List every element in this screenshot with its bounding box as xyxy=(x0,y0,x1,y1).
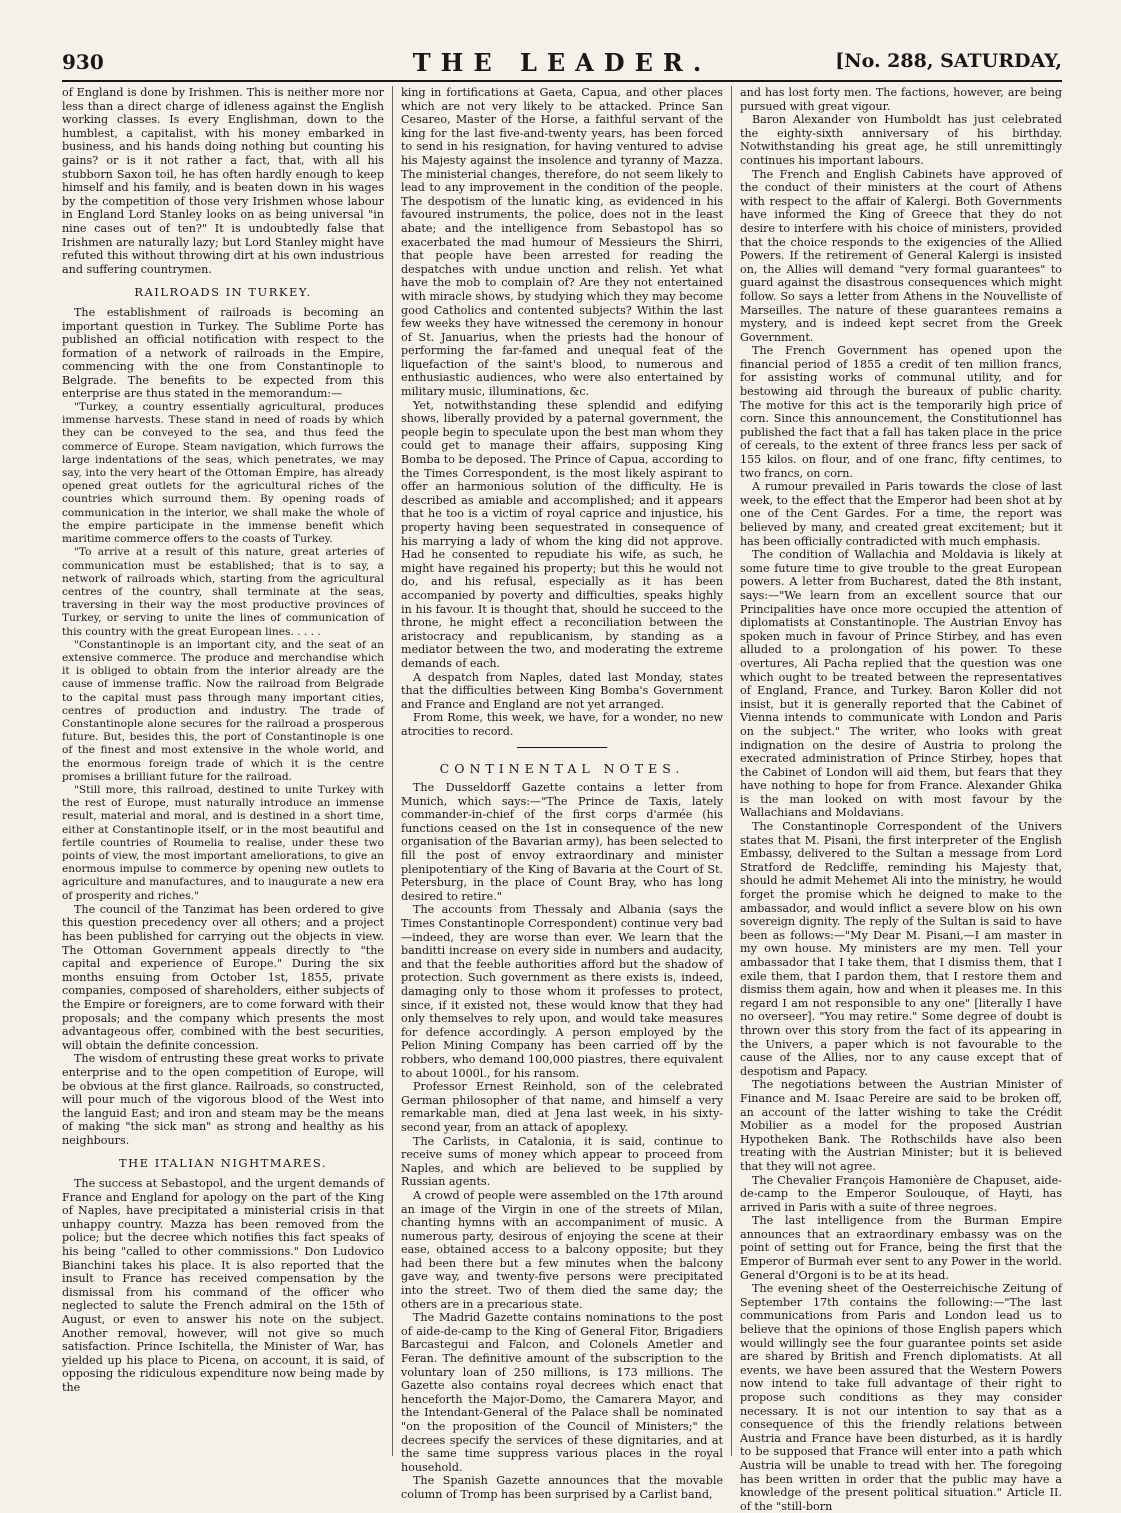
paragraph: The Constantinople Correspondent of the Univers states that M. Pisani, the first interpreter of the English Embassy, delivered to the Sultan a message from Lord Stratford de Redcliffe, reminding his Majesty that, should he admit Mehemet Ali into the ministry, he would forget the promise which he deigned to make to the ambassador, and would inflict a severe blow on his own sovereign dignity. The reply of the Sultan is said to have been as follows:—"My Dear M. Pisani,—I am master in my own house. My ministers are my men. Tell your ambassador that I take them, that I dismiss them, that I exile them, that I pardon them, that I restore them and dismiss them again, how and when it pleases me. In this regard I am not responsible to any one" [literally I have no overseer]. "You may retire." Some degree of doubt is thrown over this story from the fact of its appearing in the Univers, a paper which is not favourable to the cause of the Allies, nor to any cause except that of despotism and Papacy. xyxy=(740,820,1062,1078)
paragraph: Yet, notwithstanding these splendid and edifying shows, liberally provided by a paternal government, the people begin to speculate upon the best man whom they could get to manage their affairs, supposing King Bomba to be deposed. The Prince of Capua, according to the Times Correspondent, is the most likely aspirant to offer an harmonious solution of the difficulty. He is described as amiable and accomplished; and it appears that he too is a victim of royal caprice and injustice, his property having been sequestrated in consequence of his marrying a lady of whom the king did not approve. Had he consented to repudiate his wife, as such, he might have regained his property; but this he would not do, and his refusal, especially as it has been accompanied by poverty and difficulties, speaks highly in his favour. It is thought that, should he succeed to the throne, he might effect a reconciliation between the aristocracy and republicanism, by standing as a mediator between the two, and moderating the extreme demands of each. xyxy=(401,398,723,670)
section-divider xyxy=(517,747,607,748)
paragraph: Baron Alexander von Humboldt has just celebrated the eighty-sixth anniversary of his birthday. Notwithstanding his great age, he still unremittingly continues his important labours. xyxy=(740,113,1062,167)
paragraph: The accounts from Thessaly and Albania (says the Times Constantinople Correspondent) continue very bad —indeed, they are worse than ever. We learn that the banditti increase on every side in numbers and audacity, and that the feeble authorities afford but the shadow of protection. Such government as there exists is, indeed, damaging only to those whom it professes to protect, since, if it existed not, these would know that they had only themselves to rely upon, and would take measures for defence accordingly. A person employed by the Pelion Mining Company has been carried off by the robbers, who demand 100,000 piastres, there equivalent to about 1000l., for his ransom. xyxy=(401,903,723,1080)
paragraph: The Madrid Gazette contains nominations to the post of aide-de-camp to the King of General Fitor, Brigadiers Barcastegui and Falcon, and Colonels Ametler and Feran. The definitive amount of the subscription to the voluntary loan of 250 millions, is 173 millions. The Gazette also contains royal decrees which enact that henceforth the Major-Domo, the Camarera Mayor, and the Intendant-General of the Palace shall be nominated "on the proposition of the Council of Ministers;" the decrees specify the services of these dignitaries, and at the same time suppress various places in the royal household. xyxy=(401,1311,723,1474)
section-heading-railroads: RAILROADS IN TURKEY. xyxy=(134,285,312,300)
column-rule xyxy=(731,86,732,1456)
paragraph: The French and English Cabinets have approved of the conduct of their ministers at the court of Athens with respect to the affair of Kalergi. Both Governments have informed the King of Greece that they do not desire to interfere with his choice of ministers, provided that the choice responds to the exigencies of the Allied Powers. If the retirement of General Kalergi is insisted on, the Allies will demand "very formal guarantees" to guard against the disastrous consequences which might follow. So says a letter from Athens in the Nouvelliste of Marseilles. The nature of these guarantees remains a mystery, and is indeed kept secret from the Greek Government. xyxy=(740,167,1062,344)
paragraph: The Chevalier François Hamonière de Chapuset, aide-de-camp to the Emperor Soulouque, of Hayti, has arrived in Paris with a suite of three negroes. xyxy=(740,1173,1062,1214)
paragraph: The last intelligence from the Burman Empire announces that an extraordinary embassy was on the point of setting out for France, being the first that the Emperor of Burmah ever sent to any Power in the world. General d'Orgoni is to be at its head. xyxy=(740,1214,1062,1282)
paragraph: A crowd of people were assembled on the 17th around an image of the Virgin in one of the streets of Milan, chanting hymns with an accompaniment of music. A numerous party, desirous of enjoying the scene at their ease, obtained access to a balcony opposite; but they had been there but a few minutes when the balcony gave way, and twenty-five persons were precipitated into the street. Two of them died the same day; the others are in a precarious state. xyxy=(401,1188,723,1311)
paragraph: A despatch from Naples, dated last Monday, states that the difficulties between King Bomba's Government and France and England are not yet arranged. xyxy=(401,670,723,711)
column-2 xyxy=(401,86,723,1501)
paragraph: The council of the Tanzimat has been ordered to give this question precedency over all others; and a project has been published for carrying out the objects in view. The Ottoman Government appeals directly to "the capital and experience of Europe." During the six months ensuing from October 1st, 1855, private companies, composed of shareholders, either subjects of the Empire or foreigners, are to come forward with their proposals; and the company which presents the most advantageous offer, combined with the best securities, will obtain the definite concession. xyxy=(62,902,384,1052)
paragraph: The condition of Wallachia and Moldavia is likely at some future time to give trouble to the great European powers. A letter from Bucharest, dated the 8th instant, says:—"We learn from an excellent source that our Principalities have once more occupied the attention of diplomatists at Constantinople. The Austrian Envoy has spoken much in favour of Prince Stirbey, and has even alluded to a prolongation of his power. To these overtures, Ali Pacha replied that the question was one which ought to be treated between the representatives of England, France, and Turkey. Baron Koller did not insist, but it is generally reported that the Cabinet of Vienna intends to communicate with London and Paris on the subject." The writer, who looks with great indignation on the desire of Austria to prolong the execrated administration of Prince Stirbey, hopes that the Cabinet of London will aid them, but fears that they have nothing to hope for from France. Alexander Ghika is the man looked on with most favour by the Wallachians and Moldavians. xyxy=(740,548,1062,820)
column-rule xyxy=(392,86,393,1456)
paragraph: The evening sheet of the Oesterreichische Zeitung of September 17th contains the following:—"The last communications from Paris and London lead us to believe that the opinions of those English papers which would willingly see the four guarantee points set aside are shared by British and French diplomatists. At all events, we have been assured that the Western Powers now intend to take full advantage of their right to propose such conditions as they may consider necessary. It is not our intention to say that as a consequence of this the friendly relations between Austria and France have been disturbed, as it is hardly to be supposed that France will enter into a path which Austria will be unable to tread with her. The foregoing has been written in order that the public may have a knowledge of the present political situation." Article II. of the "still-born xyxy=(740,1282,1062,1513)
column-1 xyxy=(62,86,384,1456)
paragraph: From Rome, this week, we have, for a wonder, no new atrocities to record. xyxy=(401,711,723,738)
issue-label: [No. 288, SATURDAY, xyxy=(835,50,1062,72)
paragraph: The establishment of railroads is becoming an important question in Turkey. The Sublime Porte has published an official notification with respect to the formation of a network of railroads in the Empire, commencing with the one from Constantinople to Belgrade. The benefits to be expected from this enterprise are thus stated in the memorandum:— xyxy=(62,305,384,401)
masthead xyxy=(62,44,1062,82)
paragraph: and has lost forty men. The factions, however, are being pursued with great vigour. xyxy=(740,86,1062,113)
paragraph: The success at Sebastopol, and the urgent demands of France and England for apology on the part of the King of Naples, have precipitated a ministerial crisis in that unhappy country. Mazza has been removed from the police; but the decree which notifies this fact speaks of his being "called to other commissions." Don Ludovico Bianchini takes his place. It is also reported that the insult to France has received compensation by the dismissal from his command of the officer who neglected to salute the French admiral on the 15th of August, or even to answer his note on the subject. Another removal, however, will not give so much satisfaction. Prince Ischitella, the Minister of War, has yielded up his place to Picena, on account, it is said, of opposing the ridiculous expenditure now being made by the xyxy=(62,1177,384,1394)
section-heading-italian: THE ITALIAN NIGHTMARES. xyxy=(118,1156,328,1171)
quoted-paragraph: "Constantinople is an important city, and the seat of an extensive commerce. The produce and merchandise which it is obliged to obtain from the interior already are the cause of immense traffic. Now the railroad from Belgrade to the capital must pass through many important cities, centres of production and industry. The trade of Constantinople alone secures for the railroad a prosperous future. But, besides this, the port of Constantinople is one of the finest and most extensive in the whole world, and the enormous foreign trade of which it is the centre promises a brilliant future for the railroad. xyxy=(62,638,384,783)
paragraph: A rumour prevailed in Paris towards the close of last week, to the effect that the Emperor had been shot at by one of the Cent Gardes. For a time, the report was believed by many, and created great excitement; but it has been officially contradicted with much emphasis. xyxy=(740,480,1062,548)
quoted-paragraph: "Still more, this railroad, destined to unite Turkey with the rest of Europe, must naturally introduce an immense result, material and moral, and is destined in a short time, either at Constantinople itself, or in the most beautiful and fertile countries of Roumelia to realise, under these two points of view, the most important ameliorations, to give an enormous impulse to commerce by opening new outlets to agriculture and manufactures, and to inaugurate a new era of prosperity and riches." xyxy=(62,783,384,902)
paragraph: king in fortifications at Gaeta, Capua, and other places which are not very likely to be attacked. Prince San Cesareo, Master of the Horse, a faithful servant of the king for the last five-and-twenty years, has been forced to send in his resignation, for having ventured to advise his Majesty against the insolence and tyranny of Mazza. The ministerial changes, therefore, do not seem likely to lead to any improvement in the condition of the people. The despotism of the lunatic king, as evidenced in his favoured instruments, the police, does not in the least abate; and the intelligence from Sebastopol has so exacerbated the mad humour of Messieurs the Shirri, that people have been arrested for reading the despatches with undue unction and relish. Yet what have the mob to complain of? Are they not entertained with miracle shows, by studying which they may become good Catholics and contented subjects? Within the last few weeks they have witnessed the ceremony in honour of St. Januarius, when the priests had the honour of performing the far-famed and unequal feat of the liquefaction of the saint's blood, to numerous and enthusiastic audiences, who were also entertained by military music, illuminations, &c. xyxy=(401,86,723,399)
paragraph: The Dusseldorff Gazette contains a letter from Munich, which says:—"The Prince de Taxis, lately commander-in-chief of the first corps d'armée (his functions ceased on the 1st in consequence of the new organisation of the Bavarian army), has been selected to fill the post of envoy extraordinary and minister plenipotentiary of the King of Bavaria at the Court of St. Petersburg, in the place of Count Bray, who has long desired to retire." xyxy=(401,781,723,903)
quoted-paragraph: "To arrive at a result of this nature, great arteries of communication must be established; that is to say, a network of railroads which, starting from the agricultural centres of the country, shall terminate at the seas, traversing in their way the most productive provinces of Turkey, or serving to unite the lines of communication of this country with the great European lines. . . . . xyxy=(62,546,384,638)
paragraph: The wisdom of entrusting these great works to private enterprise and to the open competition of Europe, will be obvious at the first glance. Railroads, so constructed, will pour much of the vigorous blood of the West into the languid East; and iron and steam may be the means of making "the sick man" as strong and healthy as his neighbours. xyxy=(62,1052,384,1147)
newspaper-title: THE LEADER. xyxy=(412,48,712,77)
paragraph: The French Government has opened upon the financial period of 1855 a credit of ten million francs, for assisting works of communal utility, and for bestowing aid through the bureaux of public charity. The motive for this act is the temporarily high price of corn. Since this announcement, the Constitutionnel has published the fact that a fall has taken place in the price of cereals, to the extent of three francs less per sack of 155 kilos. on flour, and of one franc, fifty centimes, to two francs, on corn. xyxy=(740,344,1062,480)
page-number: 930 xyxy=(62,50,104,74)
quoted-paragraph: "Turkey, a country essentially agricultural, produces immense harvests. These stand in need of roads by which they can be conveyed to the sea, and thus feed the commerce of Europe. Steam navigation, which furrows the large indentations of the seas, which penetrates, we may say, into the very heart of the Ottoman Empire, has already opened great outlets for the agricultural riches of the countries which surround them. By opening roads of communication in the interior, we shall make the whole of the empire participate in the immense benefit which maritime commerce offers to the coasts of Turkey. xyxy=(62,401,384,546)
column-3 xyxy=(740,86,1062,1513)
paragraph: The Spanish Gazette announces that the movable column of Tromp has been surprised by a Carlist band, xyxy=(401,1474,723,1501)
paragraph: of England is done by Irishmen. This is neither more nor less than a direct charge of idleness against the English working classes. Is every Englishman, down to the humblest, a capitalist, with his money embarked in business, and his hands doing nothing but counting his gains? or is it not rather a fact, that, with all his stubborn Saxon toil, he has often hardly enough to keep himself and his family, and is beaten down in his wages by the competition of those very Irishmen whose labour in England Lord Stanley looks on as being universal "in nine cases out of ten?" It is undoubtedly false that Irishmen are naturally lazy; but Lord Stanley might have refuted this without throwing dirt at his own industrious and suffering countrymen. xyxy=(62,86,384,276)
paragraph: The negotiations between the Austrian Minister of Finance and M. Isaac Pereire are said to be broken off, an account of the latter wishing to take the Crédit Mobilier as a model for the proposed Austrian Hypotheken Bank. The Rothschilds have also been treating with the Austrian Minister; but it is believed that they will not agree. xyxy=(740,1078,1062,1173)
section-heading-continental: CONTINENTAL NOTES. xyxy=(439,760,685,776)
paragraph: The Carlists, in Catalonia, it is said, continue to receive sums of money which appear to proceed from Naples, and which are believed to be supplied by Russian agents. xyxy=(401,1134,723,1189)
paragraph: Professor Ernest Reinhold, son of the celebrated German philosopher of that name, and himself a very remarkable man, died at Jena last week, in his sixty-second year, from an attack of apoplexy. xyxy=(401,1080,723,1134)
